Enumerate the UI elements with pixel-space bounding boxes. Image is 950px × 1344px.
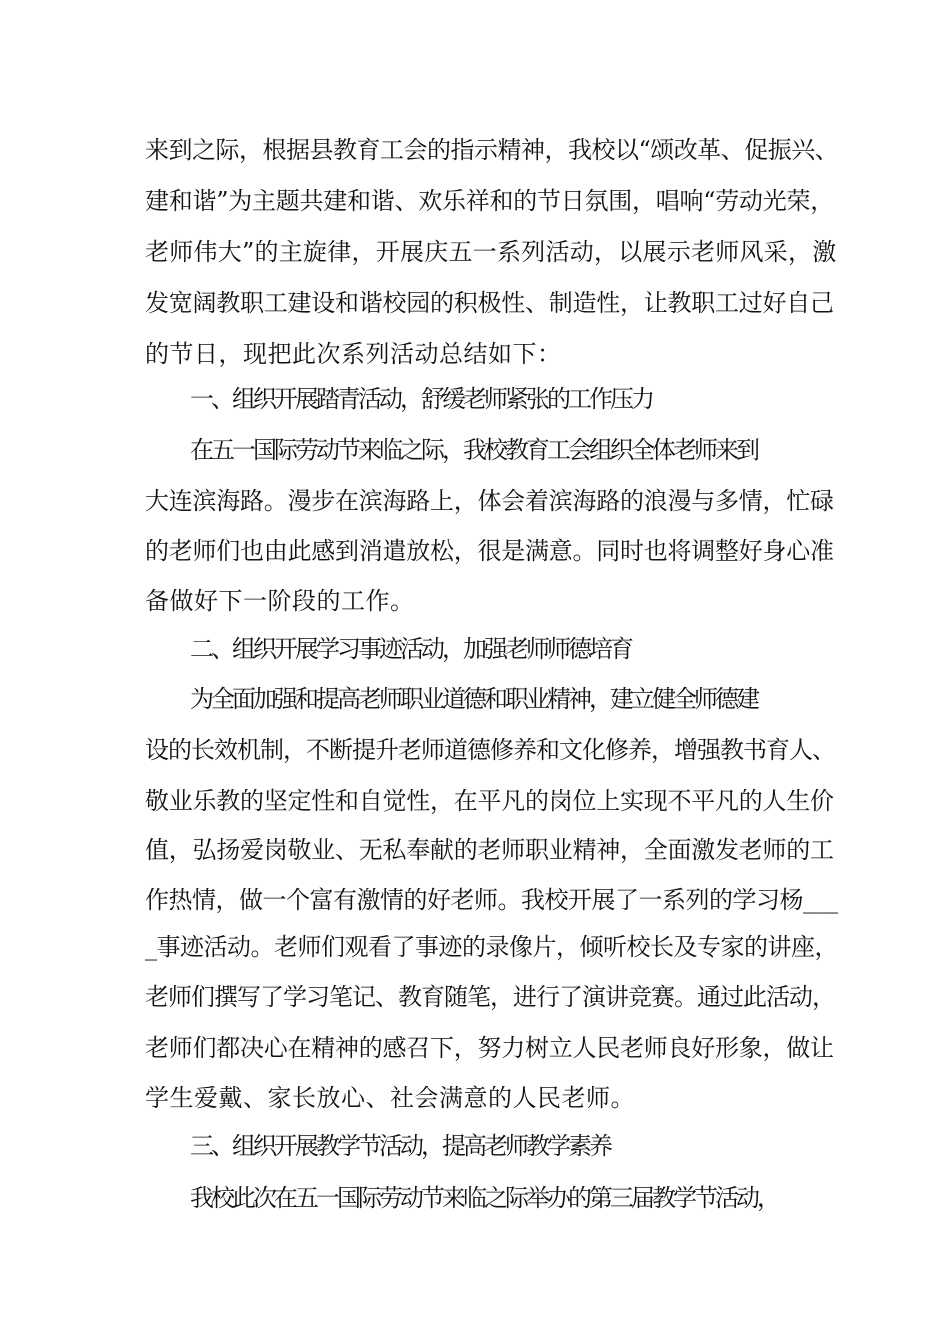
text-line: 设的长效机制，不断提升老师道德修养和文化修养，增强教书育人、 [145, 736, 835, 764]
section-heading: 三、组织开展教学节活动，提高老师教学素养 [190, 1132, 610, 1160]
text-line: 作热情，做一个富有激情的好老师。我校开展了一系列的学习杨___ [145, 886, 838, 914]
section-heading: 二、组织开展学习事迹活动，加强老师师德培育 [190, 635, 631, 663]
text-line: 敬业乐教的坚定性和自觉性，在平凡的岗位上实现不平凡的人生价 [145, 787, 834, 815]
text-line: 来到之际，根据县教育工会的指示精神，我校以“颂改革、促振兴、 [145, 136, 839, 164]
paragraph-first-line: 我校此次在五一国际劳动节来临之际举办的第三届教学节活动， [190, 1184, 778, 1212]
text-line: 老师们撰写了学习笔记、教育随笔，进行了演讲竞赛。通过此活动， [145, 983, 835, 1011]
text-line: 发宽阔教职工建设和谐校园的积极性、制造性，让教职工过好自己 [145, 289, 834, 317]
text-line: 建和谐”为主题共建和谐、欢乐祥和的节日氛围，唱响“劳动光荣， [145, 187, 835, 215]
text-line: 的节日，现把此次系列活动总结如下： [145, 340, 562, 368]
text-line: _事迹活动。老师们观看了事迹的录像片，倾听校长及专家的讲座， [145, 933, 838, 961]
text-line: 老师伟大”的主旋律，开展庆五一系列活动，以展示老师风采，激 [145, 238, 837, 266]
paragraph-first-line: 在五一国际劳动节来临之际，我校教育工会组织全体老师来到 [190, 436, 757, 464]
text-line: 大连滨海路。漫步在滨海路上，体会着滨海路的浪漫与多情，忙碌 [145, 487, 834, 515]
section-heading: 一、组织开展踏青活动，舒缓老师紧张的工作压力 [190, 385, 652, 413]
text-line: 老师们都决心在精神的感召下，努力树立人民老师良好形象，做让 [145, 1034, 834, 1062]
text-line: 备做好下一阶段的工作。 [145, 587, 415, 615]
text-line: 的老师们也由此感到消遣放松，很是满意。同时也将调整好身心准 [145, 537, 834, 565]
text-line: 值，弘扬爱岗敬业、无私奉献的老师职业精神，全面激发老师的工 [145, 836, 834, 864]
text-line: 学生爱戴、家长放心、社会满意的人民老师。 [145, 1084, 635, 1112]
paragraph-first-line: 为全面加强和提高老师职业道德和职业精神，建立健全师德建 [190, 685, 757, 713]
